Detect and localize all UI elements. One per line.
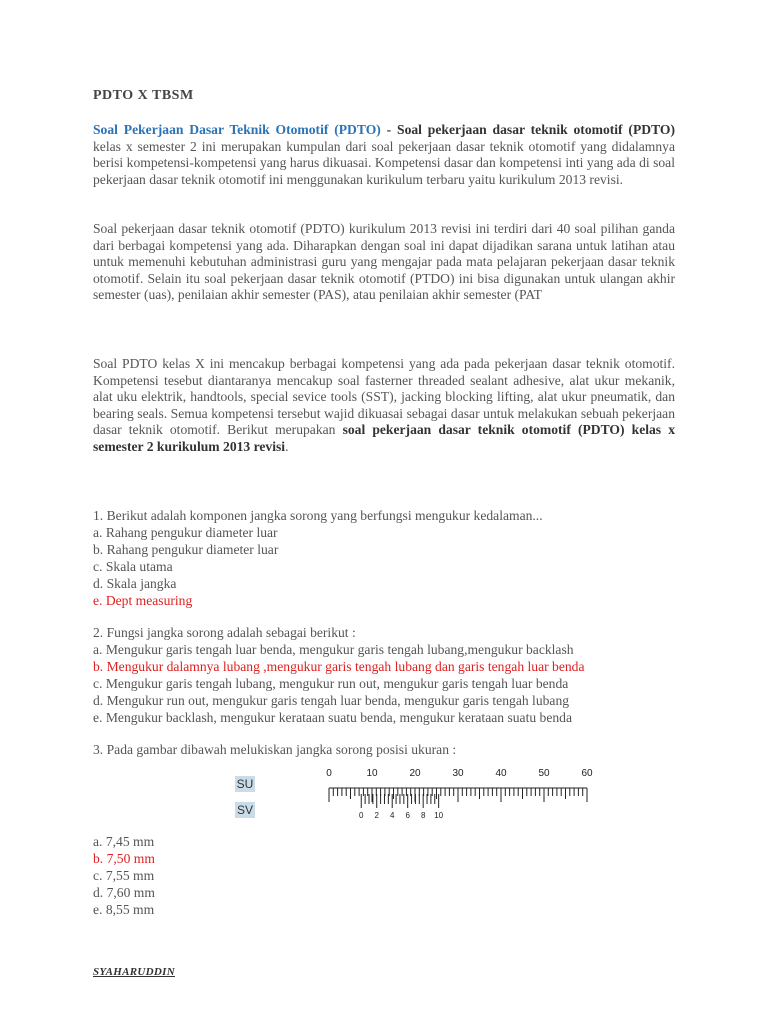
vernier-scale-tick-label: 10 — [434, 811, 444, 820]
question-2-option-d: d. Mengukur run out, mengukur garis tengah luar benda, mengukur garis tengah lubang — [93, 693, 570, 708]
intro-bold: Soal pekerjaan dasar teknik otomotif (PDTO) — [397, 122, 675, 137]
document-title: PDTO X TBSM — [93, 88, 194, 103]
main-scale-tick-label: 30 — [452, 768, 464, 779]
question-1-text: 1. Berikut adalah komponen jangka sorong yang berfungsi mengukur kedalaman... — [93, 508, 543, 523]
question-3-text: 3. Pada gambar dibawah melukiskan jangka sorong posisi ukuran : — [93, 742, 457, 757]
vernier-scale-tick-label: 8 — [420, 811, 426, 820]
main-scale-tick-label: 10 — [366, 768, 378, 779]
question-1-option-b: b. Rahang pengukur diameter luar — [93, 542, 279, 557]
question-3-options — [93, 833, 693, 918]
paragraph-3 — [93, 356, 675, 455]
paragraph-3-bold: soal pekerjaan dasar teknik otomotif (PDTO) kelas x semester 2 kurikulum 2013 revisi — [93, 422, 675, 454]
question-3 — [93, 741, 693, 758]
paragraph-2: Soal pekerjaan dasar teknik otomotif (PDTO) kurikulum 2013 revisi ini terdiri dari 40 soal pilihan ganda dari berbagai kompetensi yang ada. Diharapkan dengan soal ini dapat dijadikan sarana untuk latihan atau untuk memenuhi kebutuhan administrasi guru yang mengajar pada mata pelajaran pekerjaan dasar teknik otomotif. Selain itu soal pekerjaan dasar teknik otomotif (PTDO) ini bisa digunakan untuk ulangan akhir semester (uas), penilaian akhir semester (PAS), atau penilaian akhir semester (PAT — [93, 221, 675, 302]
question-3-option-a: a. 7,45 mm — [93, 834, 155, 849]
main-scale-tick-label: 0 — [326, 768, 332, 779]
question-1-option-a: a. Rahang pengukur diameter luar — [93, 525, 278, 540]
vernier-scale-tick-label: 0 — [359, 811, 364, 820]
footer-author: SYAHARUDDIN — [93, 966, 175, 978]
main-scale-tick-label: 60 — [581, 768, 593, 779]
question-2-option-c: c. Mengukur garis tengah lubang, mengukur run out, mengukur garis tengah luar benda — [93, 676, 569, 691]
intro-text: kelas x semester 2 ini merupakan kumpulan dari soal pekerjaan dasar teknik otomotif yang didalamnya berisi kompetensi-kompetensi yang harus dikuasai. Kompetensi dasar dan kompetensi inti yang ada di soal pekerjaan dasar teknik otomotif ini menggunakan kurikulum terbaru yaitu kurikulum 2013 revisi. — [93, 138, 675, 187]
vernier-scale-tick-label: 2 — [374, 811, 379, 820]
question-2 — [93, 624, 693, 726]
question-2-option-e: e. Mengukur backlash, mengukur kerataan suatu benda, mengukur kerataan suatu benda — [93, 710, 573, 725]
question-1-option-e: e. Dept measuring — [93, 593, 193, 608]
question-1-option-c: c. Skala utama — [93, 559, 173, 574]
question-3-option-e: e. 8,55 mm — [93, 902, 155, 917]
question-1 — [93, 507, 693, 609]
question-3-option-d: d. 7,60 mm — [93, 885, 155, 900]
question-2-option-a: a. Mengukur garis tengah luar benda, mengukur garis tengah lubang,mengukur backlash — [93, 642, 574, 657]
vernier-scale-tick-label: 6 — [405, 811, 410, 820]
main-scale-label: SU — [236, 777, 254, 791]
main-scale-tick-label: 40 — [495, 768, 507, 779]
question-3-option-c: c. 7,55 mm — [93, 868, 155, 883]
main-scale-tick-label: 50 — [538, 768, 550, 779]
question-2-option-b: b. Mengukur dalamnya lubang ,mengukur garis tengah lubang dan garis tengah luar benda — [93, 659, 585, 674]
vernier-scale-tick-label: 4 — [389, 811, 395, 820]
main-scale-tick-label: 20 — [409, 768, 421, 779]
intro-link[interactable]: Soal Pekerjaan Dasar Teknik Otomotif (PDTO) — [93, 122, 381, 137]
question-1-option-d: d. Skala jangka — [93, 576, 177, 591]
vernier-scale-label: SV — [236, 803, 253, 817]
intro-dash: - — [380, 122, 398, 137]
intro-paragraph — [93, 122, 675, 188]
paragraph-3-text: Soal PDTO kelas X ini mencakup berbagai kompetensi yang ada pada pekerjaan dasar teknik otomotif. Kompetensi tesebut diantaranya mencakup soal fasterner threaded sealant adhesive, alat ukur mekanik, alat uku elektrik, handtools, special sevice tools (SST), jacking blocking lifting, alat ukur pneumatik, dan bearing seals. Semua kompetensi tersebut wajid dikuasai sebagai dasar untuk melakukan sebuah pekerjaan dasar teknik otomotif. Berikut merupakan — [93, 356, 675, 437]
question-2-text: 2. Fungsi jangka sorong adalah sebagai berikut : — [93, 625, 356, 640]
paragraph-3-end: . — [285, 438, 289, 454]
caliper-scale-graphic — [263, 764, 593, 822]
question-3-option-b: b. 7,50 mm — [93, 851, 155, 866]
